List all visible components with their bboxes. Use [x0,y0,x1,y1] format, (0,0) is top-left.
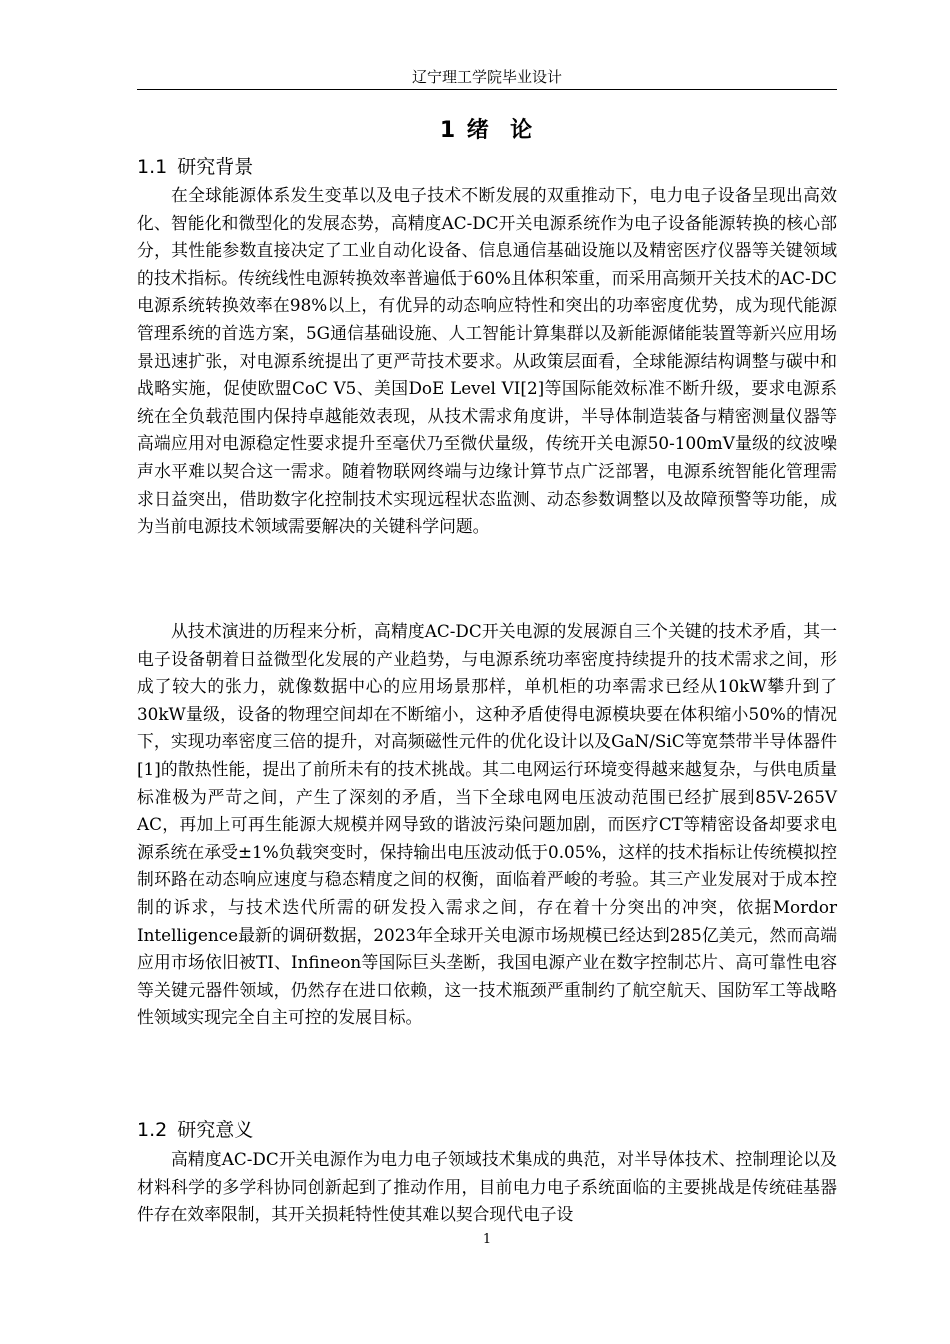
paragraph-3: 高精度AC-DC开关电源作为电力电子领域技术集成的典范，对半导体技术、控制理论以及材料科学的多学科协同创新起到了推动作用，目前电力电子系统面临的主要挑战是传统硅基器件存在效率限制，其开关损耗特性使其难以契合现代电子设 [137,1149,837,1225]
section-heading-1-1 [137,154,837,180]
section-number: 1.2 [137,1119,168,1141]
section-number: 1.1 [137,156,168,178]
chapter-title: 1 绪 论 [439,118,535,143]
section-title: 研究背景 [177,156,254,178]
page-number: 1 [482,1232,492,1247]
paragraph-2: 从技术演进的历程来分析，高精度AC-DC开关电源的发展源自三个关键的技术矛盾，其一电子设备朝着日益微型化发展的产业趋势，与电源系统功率密度持续提升的技术需求之间，形成了较大的张力，就像数据中心的应用场景那样，单机柜的功率需求已经从10kW攀升到了30kW量级，设备的物理空间却在不断缩小，这种矛盾使得电源模块要在体积缩小50%的情况下，实现功率密度三倍的提升，对高频磁性元件的优化设计以及GaN/SiC等宽禁带半导体器件[1]的散热性能，提出了前所未有的技术挑战。其二电网运行环境变得越来越复杂，与供电质量标准极为严苛之间，产生了深刻的矛盾，当下全球电网电压波动范围已经扩展到85V-265V AC，再加上可再生能源大规模并网导致的谐波污染问题加剧，而医疗CT等精密设备却要求电源系统在承受±1%负载突变时，保持输出电压波动低于0.05%，这样的技术指标让传统模拟控制环路在动态响应速度与稳态精度之间的权衡，面临着严峻的考验。其三产业发展对于成本控制的诉求，与技术迭代所需的研发投入需求之间，存在着十分突出的冲突，依据Mordor Intelligence最新的调研数据，2023年全球开关电源市场规模已经达到285亿美元，然而高端应用市场依旧被TI、Infineon等国际巨头垄断，我国电源产业在数字控制芯片、高可靠性电容等关键元器件领域，仍然存在进口依赖，这一技术瓶颈严重制约了航空航天、国防军工等战略性领域实现完全自主可控的发展目标。 [137,621,837,1028]
paragraph-1: 在全球能源体系发生变革以及电子技术不断发展的双重推动下，电力电子设备呈现出高效化、智能化和微型化的发展态势，高精度AC-DC开关电源系统作为电子设备能源转换的核心部分，其性能参数直接决定了工业自动化设备、信息通信基础设施以及精密医疗仪器等关键领域的技术指标。传统线性电源转换效率普遍低于60%且体积笨重，而采用高频开关技术的AC-DC电源系统转换效率在98%以上，有优异的动态响应特性和突出的功率密度优势，成为现代能源管理系统的首选方案，5G通信基础设施、人工智能计算集群以及新能源储能装置等新兴应用场景迅速扩张，对电源系统提出了更严苛技术要求。从政策层面看，全球能源结构调整与碳中和战略实施，促使欧盟CoC V5、美国DoE Level VI[2]等国际能效标准不断升级，要求电源系统在全负载范围内保持卓越能效表现，从技术需求角度讲，半导体制造装备与精密测量仪器等高端应用对电源稳定性要求提升至毫伏乃至微伏量级，传统开关电源50-100mV量级的纹波噪声水平难以契合这一需求。随着物联网终端与边缘计算节点广泛部署，电源系统智能化管理需求日益突出，借助数字化控制技术实现远程状态监测、动态参数调整以及故障预警等功能，成为当前电源技术领域需要解决的关键科学问题。 [137,185,837,537]
section-title: 研究意义 [177,1119,254,1141]
page-header: 辽宁理工学院毕业设计 [411,68,562,86]
section-heading-1-2 [137,1117,837,1143]
header-rule [137,89,837,90]
